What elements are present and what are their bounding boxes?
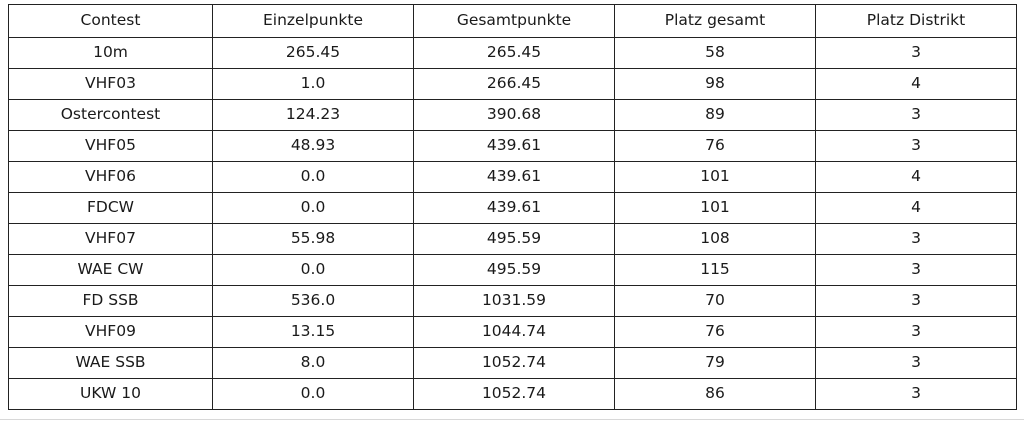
table-row: [9, 131, 1017, 162]
cell-contest: 10m: [9, 38, 213, 69]
cell-gesamtpunkte: 266.45: [414, 69, 615, 100]
cell-platz-distrikt: 3: [816, 286, 1017, 317]
cell-gesamtpunkte: 439.61: [414, 193, 615, 224]
cell-platz-gesamt: 76: [615, 131, 816, 162]
cell-einzelpunkte: 0.0: [213, 162, 414, 193]
cell-platz-gesamt: 89: [615, 100, 816, 131]
cell-platz-distrikt: 4: [816, 69, 1017, 100]
table-row: [9, 379, 1017, 410]
cell-platz-distrikt: 3: [816, 131, 1017, 162]
cell-platz-gesamt: 98: [615, 69, 816, 100]
cell-platz-gesamt: 79: [615, 348, 816, 379]
cell-gesamtpunkte: 1052.74: [414, 348, 615, 379]
cell-contest: UKW 10: [9, 379, 213, 410]
table-row: [9, 224, 1017, 255]
cell-contest: FDCW: [9, 193, 213, 224]
cell-platz-gesamt: 70: [615, 286, 816, 317]
cell-contest: FD SSB: [9, 286, 213, 317]
table-row: [9, 69, 1017, 100]
cell-platz-gesamt: 115: [615, 255, 816, 286]
cell-einzelpunkte: 536.0: [213, 286, 414, 317]
cell-gesamtpunkte: 1044.74: [414, 317, 615, 348]
cell-platz-gesamt: 86: [615, 379, 816, 410]
cell-contest: WAE CW: [9, 255, 213, 286]
cell-platz-distrikt: 3: [816, 255, 1017, 286]
table-row: [9, 38, 1017, 69]
table-row: [9, 162, 1017, 193]
cell-gesamtpunkte: 495.59: [414, 255, 615, 286]
cell-platz-distrikt: 3: [816, 100, 1017, 131]
cell-contest: WAE SSB: [9, 348, 213, 379]
column-header-contest: Contest: [9, 5, 213, 38]
column-header-platz-distrikt: Platz Distrikt: [816, 5, 1017, 38]
column-header-gesamtpunkte: Gesamtpunkte: [414, 5, 615, 38]
cell-platz-distrikt: 3: [816, 224, 1017, 255]
table-row: [9, 348, 1017, 379]
cell-einzelpunkte: 13.15: [213, 317, 414, 348]
table-row: [9, 286, 1017, 317]
cell-gesamtpunkte: 439.61: [414, 131, 615, 162]
cell-contest: VHF03: [9, 69, 213, 100]
table-row: [9, 255, 1017, 286]
table-row: [9, 317, 1017, 348]
cell-gesamtpunkte: 265.45: [414, 38, 615, 69]
cell-einzelpunkte: 55.98: [213, 224, 414, 255]
cell-platz-gesamt: 101: [615, 193, 816, 224]
cell-einzelpunkte: 48.93: [213, 131, 414, 162]
contest-results-table: [8, 4, 1017, 410]
page-divider: [0, 419, 1024, 420]
cell-contest: VHF09: [9, 317, 213, 348]
table-row: [9, 193, 1017, 224]
column-header-einzelpunkte: Einzelpunkte: [213, 5, 414, 38]
cell-platz-gesamt: 101: [615, 162, 816, 193]
cell-einzelpunkte: 0.0: [213, 193, 414, 224]
cell-platz-distrikt: 3: [816, 317, 1017, 348]
cell-platz-gesamt: 58: [615, 38, 816, 69]
cell-platz-gesamt: 76: [615, 317, 816, 348]
cell-einzelpunkte: 1.0: [213, 69, 414, 100]
cell-platz-gesamt: 108: [615, 224, 816, 255]
cell-gesamtpunkte: 1052.74: [414, 379, 615, 410]
table-body: [9, 38, 1017, 410]
table-header: [9, 5, 1017, 38]
column-header-platz-gesamt: Platz gesamt: [615, 5, 816, 38]
cell-platz-distrikt: 4: [816, 162, 1017, 193]
cell-platz-distrikt: 3: [816, 379, 1017, 410]
cell-einzelpunkte: 8.0: [213, 348, 414, 379]
cell-platz-distrikt: 3: [816, 348, 1017, 379]
cell-contest: VHF05: [9, 131, 213, 162]
table-row: [9, 100, 1017, 131]
cell-contest: VHF06: [9, 162, 213, 193]
results-table-container: [8, 4, 1016, 410]
cell-contest: VHF07: [9, 224, 213, 255]
cell-gesamtpunkte: 495.59: [414, 224, 615, 255]
cell-gesamtpunkte: 1031.59: [414, 286, 615, 317]
cell-platz-distrikt: 3: [816, 38, 1017, 69]
cell-einzelpunkte: 0.0: [213, 379, 414, 410]
cell-gesamtpunkte: 439.61: [414, 162, 615, 193]
cell-contest: Ostercontest: [9, 100, 213, 131]
cell-platz-distrikt: 4: [816, 193, 1017, 224]
cell-einzelpunkte: 265.45: [213, 38, 414, 69]
cell-gesamtpunkte: 390.68: [414, 100, 615, 131]
cell-einzelpunkte: 0.0: [213, 255, 414, 286]
table-header-row: [9, 5, 1017, 38]
cell-einzelpunkte: 124.23: [213, 100, 414, 131]
